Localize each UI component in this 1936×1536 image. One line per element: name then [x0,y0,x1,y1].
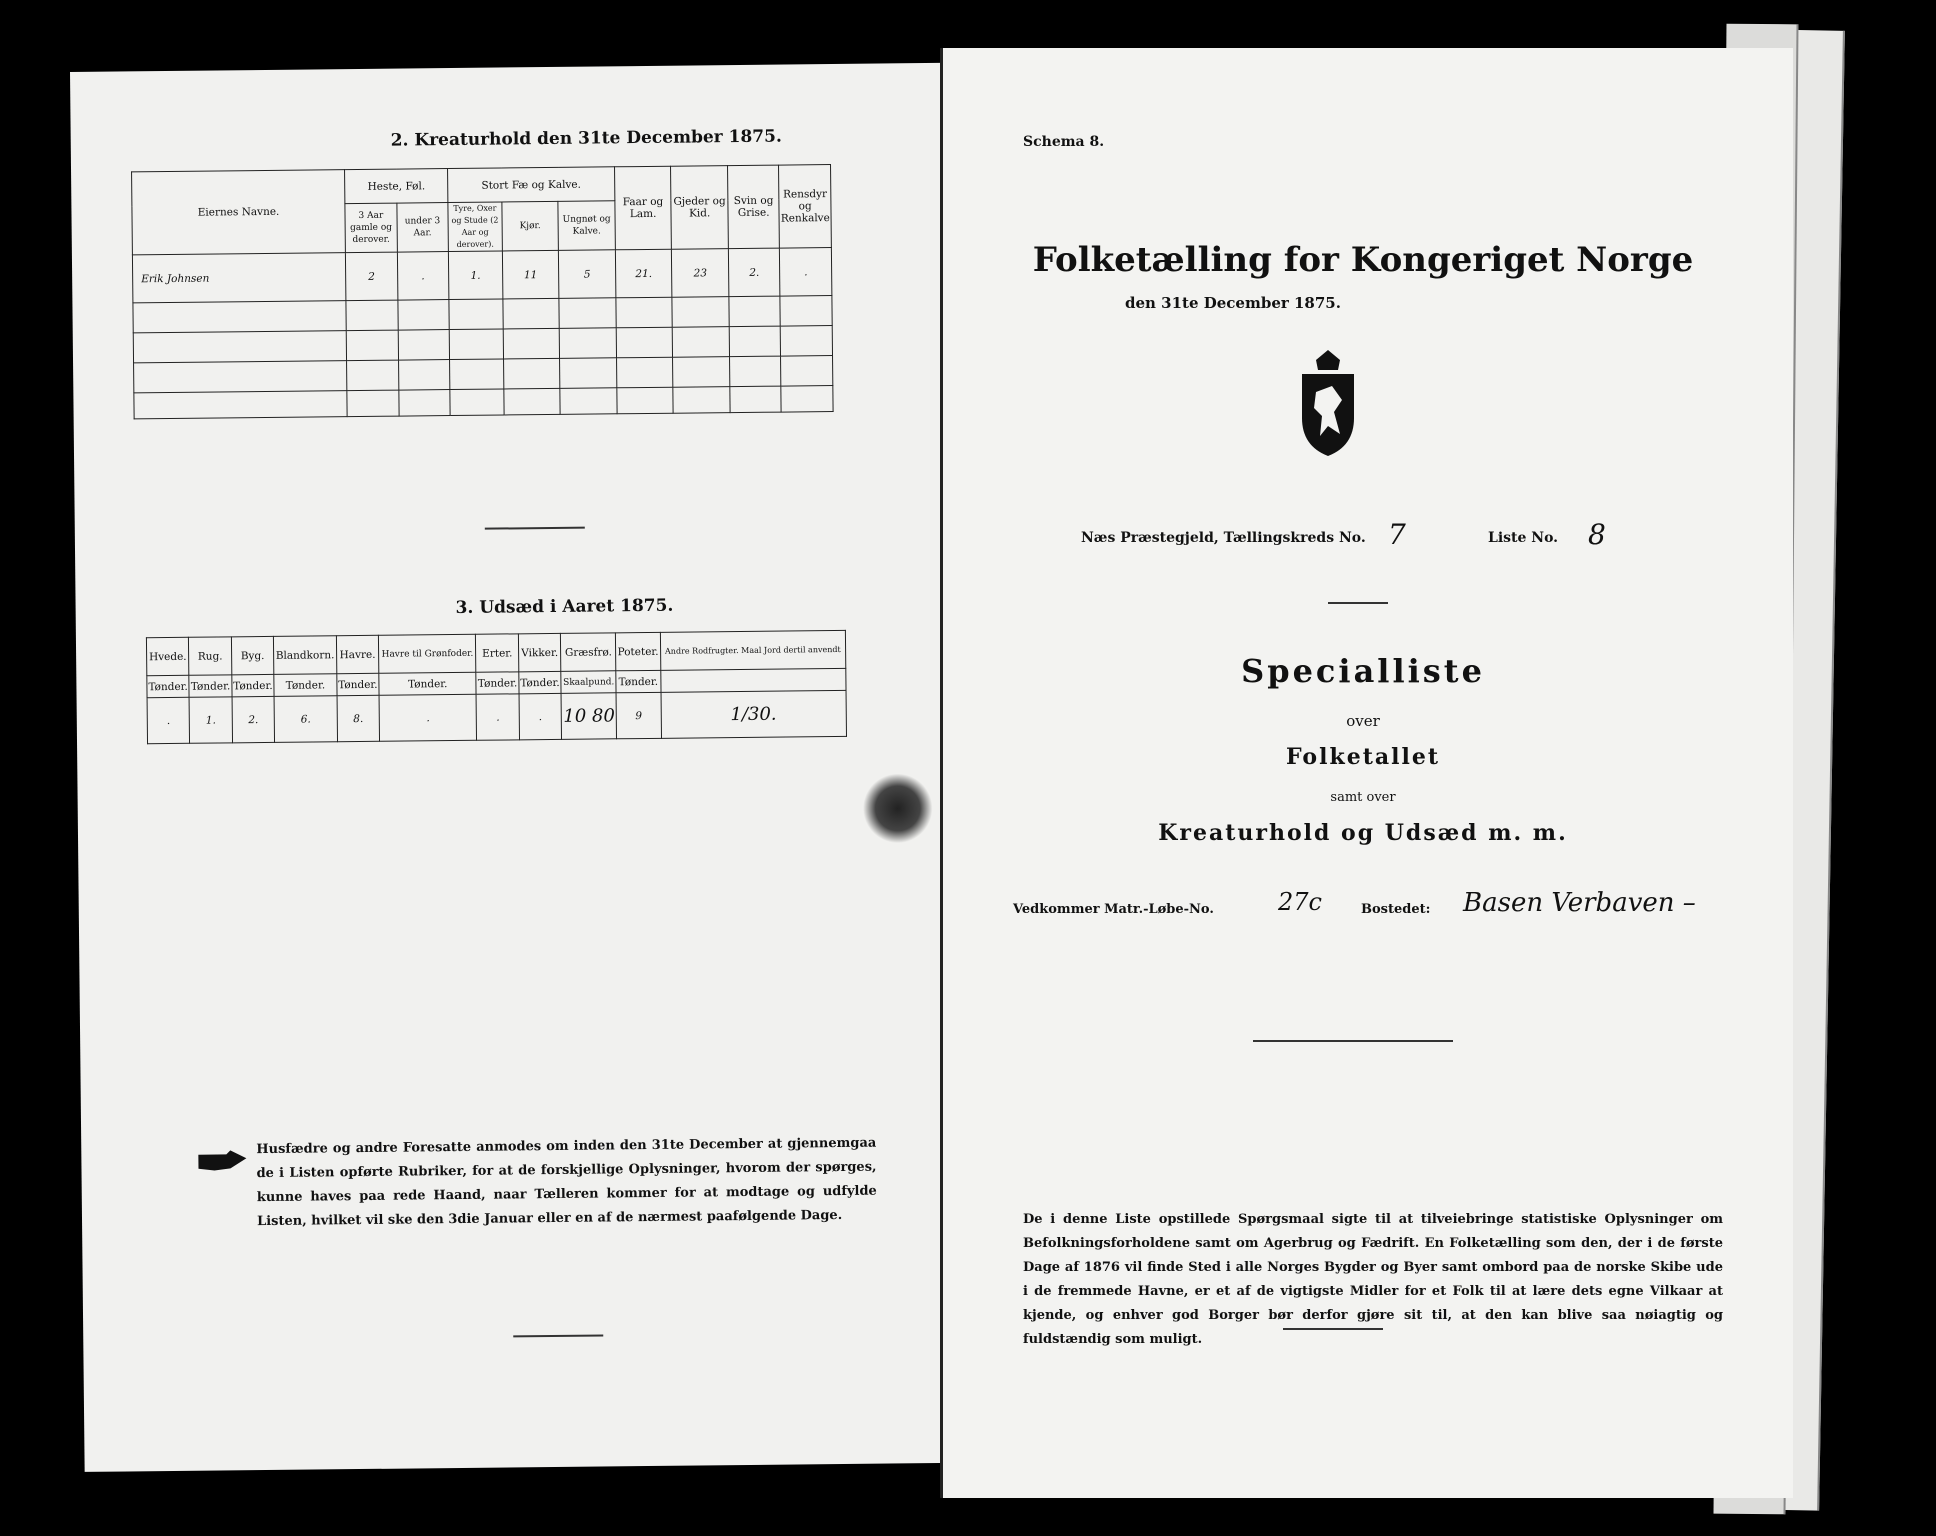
unit-cell: Skaalpund. [561,671,616,694]
table-header: Havre til Grønfoder. [379,634,477,673]
kreaturhold-table [131,164,834,419]
divider [1328,602,1388,604]
footer-note: De i denne Liste opstillede Spørgsmaal sigte til at tilveiebringe statistiske Oplysninger om Befolkningsforholdene samt om Agerbrug og Fædrift. En Folketælling som den, der i de første Dage af 1876 vil finde Sted i alle Norges Bygder og Byer samt ombord paa de norske Skibe ude i de fremmede Havne, er et af de vigtigste Midler for et Folk til at lære dets egne Vilkaar at kjende, og enhver god Borger bør derfor gjøre sit til, at den kan blive saa nøiagtig og fuldstændig som muligt. [1023,1212,1723,1347]
unit-cell: Tønder. [232,674,275,696]
instruction-note: Husfædre og andre Foresatte anmodes om inden den 31te December at gjennemgaa de i Listen opførte Rubriker, for at de forskjellige Oplysninger, hvorom der spørges, kunne haves paa rede Haand, naar Tælleren kommer for at modtage og udfylde Listen, hvilket vil ske den 3die Januar eller en af de nærmest paafølgende Dage. [256,1135,877,1230]
udsaed-table [146,630,847,744]
matr-number: 27c [1278,888,1322,916]
table-header: Rug. [189,637,232,675]
table-cell: . [477,694,520,740]
kreaturhold-heading: Kreaturhold og Udsæd m. m. [1158,820,1568,846]
col-tyre: Tyre, Oxer og Stude (2 Aar og derover). [448,202,502,252]
table-cell: 11 [502,250,559,299]
table-cell: 23 [672,249,729,298]
table-header: Poteter. [616,632,660,670]
unit-cell: Tønder. [337,673,380,695]
table-header: Hvede. [146,637,189,675]
section2-title: 2. Kreaturhold den 31te December 1875. [390,126,782,151]
table-cell: 2. [232,696,275,742]
table-cell: . [519,693,562,739]
table-cell: 1/30. [661,690,847,738]
unit-cell: Tønder. [189,675,232,697]
specialliste-heading: Specialliste [1241,652,1485,690]
unit-cell: Tønder. [616,670,660,692]
col-heste: Heste, Føl. [345,169,448,204]
table-header: Blandkorn. [274,636,337,675]
table-cell: 2. [728,248,780,297]
table-cell: 1. [449,251,503,300]
prestegjeld-label: Næs Præstegjeld, Tællingskreds No. [1081,530,1366,546]
table-cell: 6. [274,696,337,743]
section3-title: 3. Udsæd i Aaret 1875. [455,595,674,618]
unit-cell: Tønder. [519,671,562,693]
col-kjor: Kjør. [502,201,559,251]
divider [485,527,585,530]
folketallet-heading: Folketallet [1286,744,1440,770]
table-cell: . [379,694,477,741]
table-header: Havre. [336,635,379,673]
right-page [940,48,1793,1498]
table-header: Græsfrø. [561,633,617,672]
owner-name: Erik Johnsen [132,253,346,303]
liste-number: 8 [1588,518,1606,551]
left-page [70,63,965,1472]
unit-cell: Tønder. [274,674,337,697]
unit-cell: Tønder. [147,675,190,697]
coat-of-arms-icon [1288,348,1368,458]
bosted-label: Bostedet: [1361,902,1431,917]
schema-label: Schema 8. [1023,134,1105,150]
unit-cell: Tønder. [379,672,477,695]
table-header: Byg. [231,636,274,674]
table-cell: 9 [616,692,661,738]
table-cell: 1. [189,697,232,743]
divider [1283,1328,1383,1330]
divider [1253,1040,1453,1042]
kreds-number: 7 [1388,518,1406,551]
liste-label: Liste No. [1488,530,1559,546]
ink-smudge [862,773,933,844]
table-header: Erter. [476,634,519,672]
col-ungnot: Ungnøt og Kalve. [558,201,615,251]
col-stort-fae: Stort Fæ og Kalve. [448,167,615,203]
table-cell: . [780,248,832,297]
col-3aar: 3 Aar gamle og derover. [345,203,397,253]
matr-label: Vedkommer Matr.-Løbe-No. [1013,902,1214,917]
col-rensdyr: Rensdyr og Renkalve [779,165,831,249]
table-header: Vikker. [518,633,561,671]
unit-cell: Tønder. [476,672,519,694]
col-under3: under 3 Aar. [397,203,449,253]
page-title: Folketælling for Kongeriget Norge [1032,240,1694,280]
table-cell: . [147,697,190,743]
table-cell: . [397,252,449,301]
table-cell: 10 80 [561,693,617,740]
col-eiernes-navne: Eiernes Navne. [132,170,346,255]
bosted-value: Basen Verbaven – [1463,888,1696,918]
over-text: over [1346,712,1380,730]
page-date: den 31te December 1875. [1125,294,1341,312]
divider [513,1334,603,1336]
col-gjeder: Gjeder og Kid. [671,166,728,250]
col-faar: Faar og Lam. [614,166,671,250]
table-cell: 5 [559,250,616,299]
table-cell: 21. [615,249,672,298]
samt-over-text: samt over [1330,790,1396,805]
unit-cell [660,668,846,692]
table-cell: 2 [346,252,398,301]
table-header: Andre Rodfrugter. Maal Jord dertil anvendt [660,630,846,670]
col-svin: Svin og Grise. [727,165,779,249]
pointing-hand-icon [196,1148,248,1175]
table-cell: 8. [337,695,380,741]
